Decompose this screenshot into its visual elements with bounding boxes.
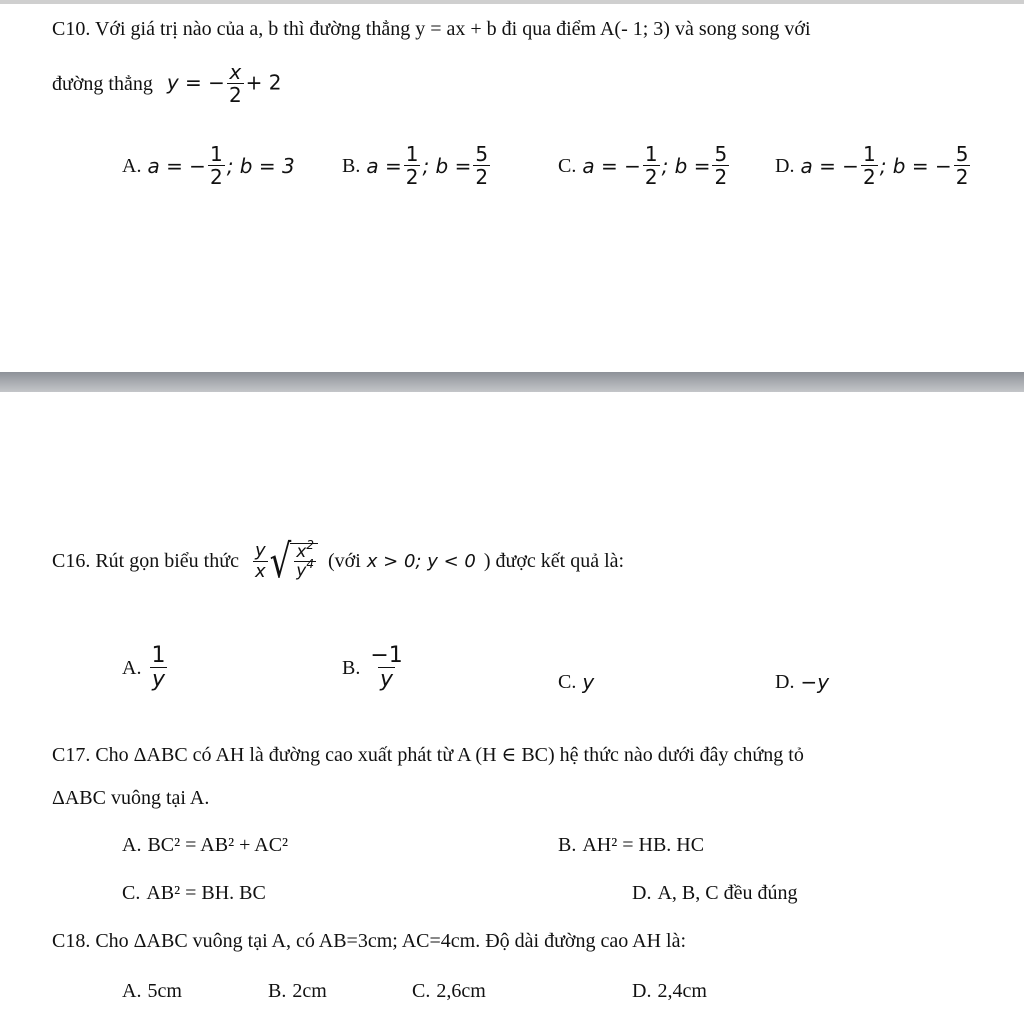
c18-option-b[interactable] (268, 980, 327, 1003)
c18-option-c[interactable] (412, 980, 486, 1003)
radicand-num-base: x (296, 541, 307, 562)
c16-option-b[interactable] (342, 644, 407, 692)
c16-question (52, 534, 625, 589)
b-num: 5 (714, 142, 728, 166)
option-label: D. (775, 154, 795, 177)
option-text: BC² = AB² + AC² (147, 834, 289, 856)
option-label: B. (558, 834, 577, 856)
b-fraction (712, 144, 729, 188)
c16-option-d[interactable] (775, 670, 829, 694)
a-sign: a = − (800, 154, 859, 178)
c10-eq-den: 2 (228, 83, 242, 107)
c16-expr-num: y (254, 540, 266, 561)
frac-den: y (151, 667, 165, 693)
option-label: D. (632, 882, 652, 904)
c16-expr-den: x (254, 560, 266, 582)
b-den: 2 (955, 165, 969, 189)
option-text: 2cm (292, 980, 327, 1002)
option-fraction (368, 644, 404, 692)
b-den: 2 (475, 165, 489, 189)
c10-option-c[interactable] (558, 144, 731, 188)
c10-eq-num: x (229, 60, 242, 84)
a-num: 1 (644, 142, 658, 166)
c17-option-c[interactable] (122, 882, 266, 905)
option-label: D. (632, 980, 652, 1002)
a-num: 1 (209, 142, 223, 166)
c16-prefix: C16. Rút gọn biểu thức (52, 550, 239, 573)
c10-option-a[interactable] (122, 144, 295, 188)
c18-option-d[interactable] (632, 980, 707, 1003)
radicand-fraction (294, 537, 316, 582)
radicand (290, 537, 318, 582)
b-sign: ; b = (661, 154, 711, 178)
option-label: A. (122, 980, 142, 1002)
c10-eq-rhs: + 2 (245, 70, 282, 95)
option-label: B. (342, 656, 361, 679)
option-text: 2,4cm (657, 980, 707, 1002)
option-fraction (149, 644, 167, 692)
c16-condition-open: (với (327, 550, 361, 573)
c10-line2-prefix: đường thẳng (52, 72, 153, 95)
radicand-num-exp: 2 (306, 537, 314, 552)
frac-num: 1 (151, 643, 166, 668)
a-sign: a = (366, 154, 402, 178)
b-text: ; b = 3 (226, 154, 295, 178)
c16-yx-fraction (253, 542, 268, 582)
a-den: 2 (405, 165, 419, 189)
page-gap-separator (0, 372, 1024, 392)
radicand-den-exp: 4 (306, 557, 314, 572)
option-label: C. (558, 670, 577, 693)
c16-expression (251, 534, 318, 589)
option-label: B. (342, 154, 361, 177)
radicand-den-base: y (296, 561, 307, 582)
page-top-border (0, 0, 1024, 4)
c17-option-a[interactable] (122, 834, 288, 857)
option-text: y (582, 670, 595, 694)
c10-question-line1: C10. Với giá trị nào của a, b thì đường thẳng y = ax + b đi qua điểm A(- 1; 3) và song song với (52, 18, 811, 40)
a-fraction (643, 144, 660, 188)
c16-option-c[interactable] (558, 670, 594, 694)
option-label: A. (122, 154, 142, 177)
a-sign: a = − (582, 154, 641, 178)
c17-question-line2: ΔABC vuông tại A. (52, 787, 210, 809)
b-num: 5 (955, 142, 969, 166)
c10-eq-lhs: y = − (166, 70, 225, 95)
b-sign: ; b = (422, 154, 472, 178)
option-text: A, B, C đều đúng (657, 882, 798, 904)
b-fraction (954, 144, 971, 188)
c16-suffix: ) được kết quả là: (483, 550, 625, 573)
b-sign: ; b = − (879, 154, 952, 178)
option-label: D. (775, 670, 795, 693)
frac-den: y (380, 667, 394, 693)
a-sign: a = − (147, 154, 206, 178)
c16-condition: x > 0; y < 0 (366, 551, 476, 573)
option-label: A. (122, 834, 142, 856)
option-text: 2,6cm (436, 980, 486, 1002)
c16-option-a[interactable] (122, 644, 169, 692)
a-den: 2 (644, 165, 658, 189)
option-text: −y (800, 670, 830, 694)
a-num: 1 (405, 142, 419, 166)
c17-option-b[interactable] (558, 834, 704, 857)
frac-num: −1 (370, 643, 403, 668)
c18-option-a[interactable] (122, 980, 182, 1003)
sqrt-radical (269, 534, 318, 589)
option-text: AH² = HB. HC (582, 834, 705, 856)
b-num: 5 (475, 142, 489, 166)
c10-option-b[interactable] (342, 144, 492, 188)
a-den: 2 (209, 165, 223, 189)
radicand-den (294, 557, 316, 582)
a-den: 2 (862, 165, 876, 189)
option-label: B. (268, 980, 287, 1002)
c10-question-line2 (52, 62, 282, 106)
c10-option-d[interactable] (775, 144, 972, 188)
document-page-1 (0, 0, 1024, 372)
a-fraction (861, 144, 878, 188)
c10-equation (167, 62, 282, 106)
option-label: A. (122, 656, 142, 679)
option-label: C. (122, 882, 141, 904)
c17-option-d[interactable] (632, 882, 797, 905)
a-num: 1 (862, 142, 876, 166)
c18-question: C18. Cho ΔABC vuông tại A, có AB=3cm; AC=4cm. Độ dài đường cao AH là: (52, 930, 687, 952)
c17-question-line1: C17. Cho ΔABC có AH là đường cao xuất phát từ A (H ∈ BC) hệ thức nào dưới đây chứng tỏ (52, 744, 804, 766)
radical-sign: √ (269, 534, 292, 589)
a-fraction (208, 144, 225, 188)
b-den: 2 (714, 165, 728, 189)
c10-eq-fraction (227, 62, 244, 106)
option-label: C. (558, 154, 577, 177)
option-label: C. (412, 980, 431, 1002)
b-fraction (473, 144, 490, 188)
option-text: AB² = BH. BC (146, 882, 266, 904)
a-fraction (404, 144, 421, 188)
document-page-2 (0, 392, 1024, 1010)
option-text: 5cm (147, 980, 182, 1002)
